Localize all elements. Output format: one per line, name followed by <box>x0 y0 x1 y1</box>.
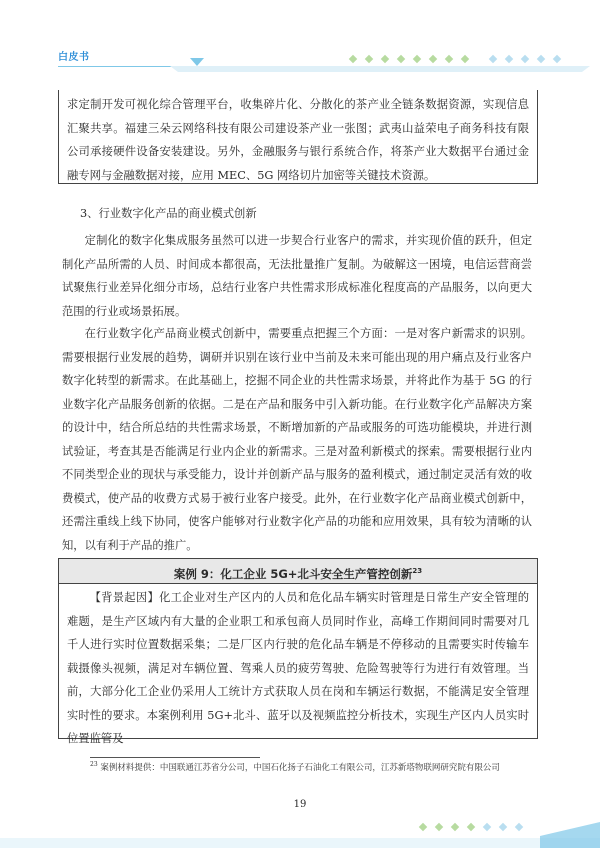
case-continuation-text: 求定制开发可视化综合管理平台，收集碎片化、分散化的茶产业全链条数据资源，实现信息汇聚共享。福建三朵云网络科技有限公司建设茶产业一张图；武夷山益荣电子商务科技有限公司承接硬件设备安装建设。另外，金融服务与银行系统合作，将茶产业大数据平台通过金融专网与金融数据对接，应用 MEC、5G 网络切片加密等关键技术资源。 <box>67 98 529 182</box>
footnote-rule <box>90 757 260 758</box>
header-label: 白皮书 <box>58 52 90 63</box>
page-header <box>0 0 600 80</box>
page-number: 19 <box>293 799 307 810</box>
case-title-footnote-ref[interactable]: 23 <box>412 567 423 575</box>
case-title-text: 案例 9：化工企业 5G+北斗安全生产管控创新 <box>173 566 413 581</box>
footer-decoration <box>0 818 600 848</box>
footnote-marker: 23 <box>90 761 98 769</box>
case-body-text: 【背景起因】化工企业对生产区内的人员和危化品车辆实时管理是日常生产安全管理的难题，是生产区域内有大量的企业职工和承包商人员同时作业，高峰工作期间同时需要对几千人进行实时位置数据采集；二是厂区内行驶的危化品车辆是不停移动的且需要实时传输车载摄像头视频，满足对车辆位置、驾乘人员的疲劳驾驶、危险驾驶等行为进行有效管理。当前，大部分化工企业仍采用人工统计方式获取人员在岗和车辆运行数据，不能满足安全管理实时性的要求。本案例利用 5G+北斗、蓝牙以及视频监控分析技术，实现生产区内人员实时位置监管及 <box>67 591 529 745</box>
case-box <box>58 558 538 745</box>
case-title <box>59 559 537 584</box>
header-decoration <box>170 52 600 72</box>
footnote-text: 案例材料提供：中国联通江苏省分公司，中国石化扬子石油化工有限公司，江苏新塔物联网研究院有限公司 <box>100 763 500 773</box>
footnote <box>90 761 500 773</box>
body-paragraph-1: 定制化的数字化集成服务虽然可以进一步契合行业客户的需求，并实现价值的跃升，但定制化产品所需的人员、时间成本都很高，无法批量推广复制。为破解这一困境，电信运营商尝试聚焦行业差异化细分市场，总结行业客户共性需求形成标准化程度高的产品服务，以向更大范围的行业或场景拓展。 <box>62 234 532 318</box>
body-paragraph-2: 在行业数字化产品商业模式创新中，需要重点把握三个方面：一是对客户新需求的识别。需要根据行业发展的趋势，调研并识别在该行业中当前及未来可能出现的用户痛点及行业客户数字化转型的新需求。在此基础上，挖掘不同企业的共性需求场景，并将此作为基于 5G 的行业数字化产品服务创新的依据。二是在产品和服务中引入新功能。在行业数字化产品解决方案的设计中，结合所总结的共性需求场景，不断增加新的产品或服务的可选功能模块，并进行测试验证，考查其是否能满足行业内企业的新需求。三是对盈利新模式的探索。需要根据行业内不同类型企业的现状与承受能力，设计并创新产品与服务的盈利模式，通过制定灵活有效的收费模式，使产品的收费方式易于被行业客户接受。此外，在行业数字化产品商业模式创新中，还需注重线上线下协同，使客户能够对行业数字化产品的功能和应用效果，具有较为清晰的认知，以有利于产品的推广。 <box>62 327 532 552</box>
section-heading: 3、行业数字化产品的商业模式创新 <box>80 207 257 220</box>
case-continuation-box <box>58 90 538 184</box>
